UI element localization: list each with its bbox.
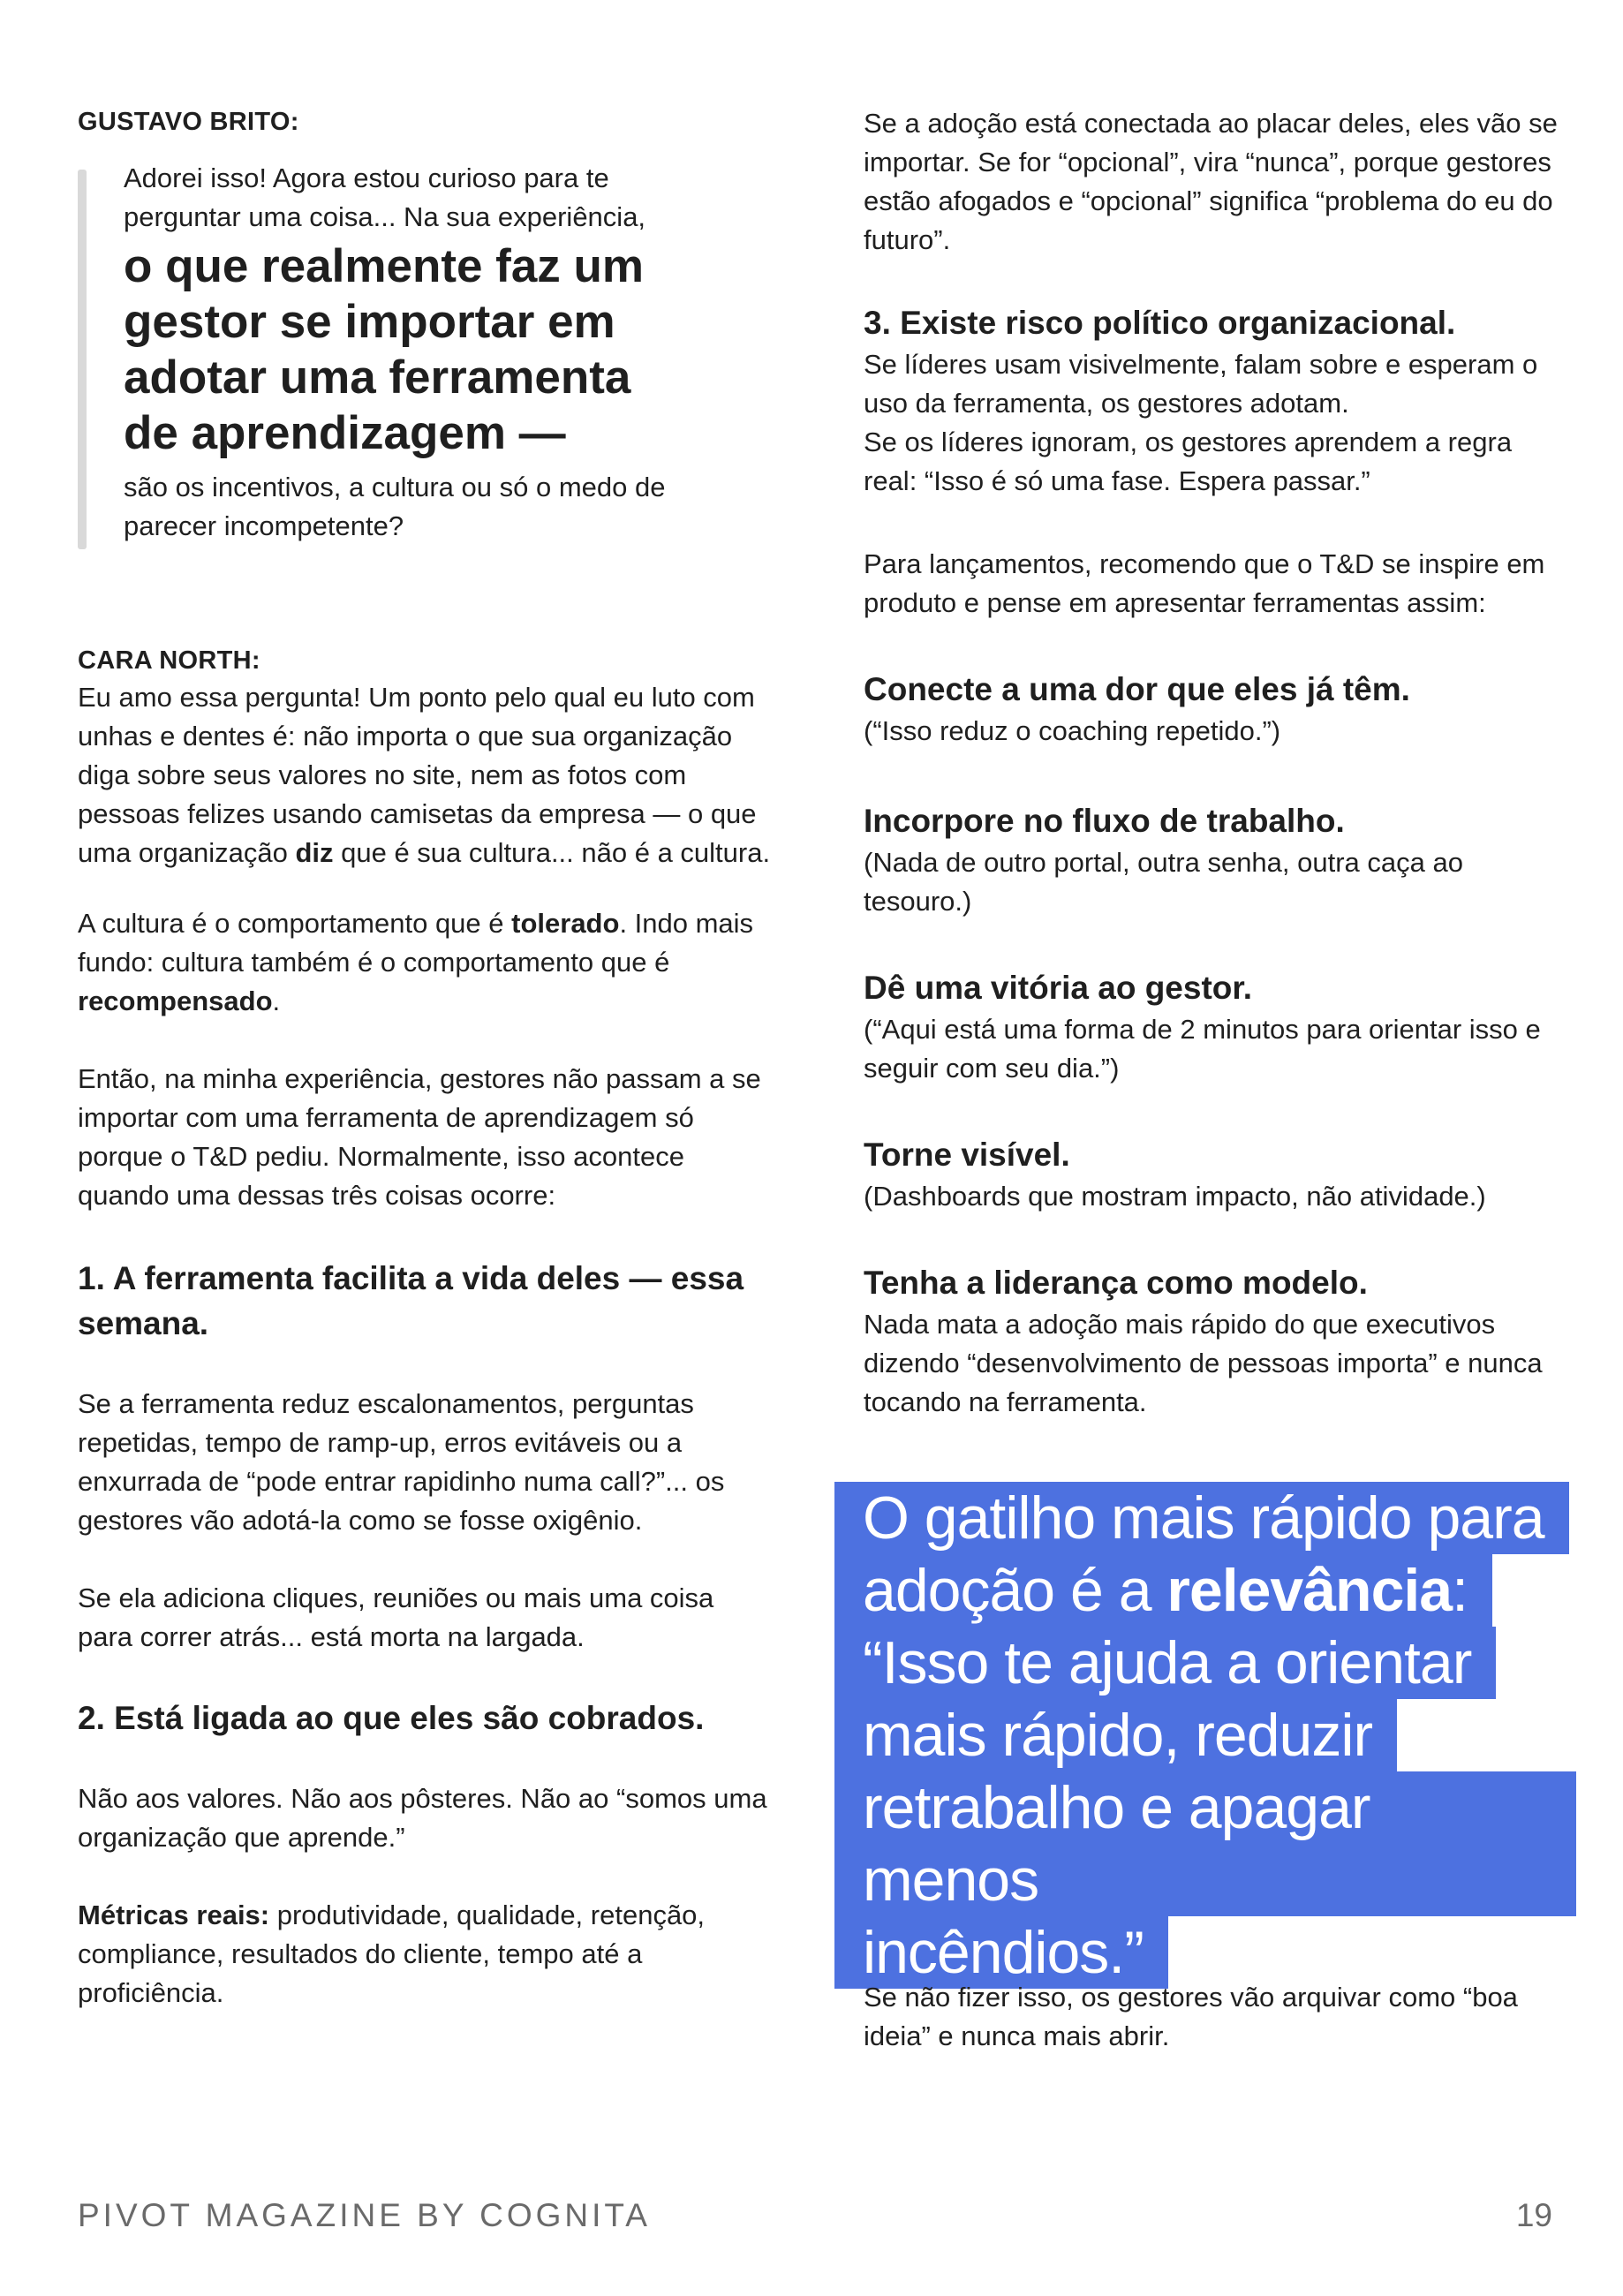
tip-description: (“Aqui está uma forma de 2 minutos para orientar isso e seguir com seu dia.”) [864,1014,1541,1084]
point-3-paragraph-2: Se os líderes ignoram, os gestores aprendem a regra real: “Isso é só uma fase. Espera passar.” [864,427,1513,496]
closing-paragraph: Se não fizer isso, os gestores vão arquivar como “boa ideia” e nunca mais abrir. [864,1982,1518,2051]
quote-bar [78,170,87,549]
question-intro: Adorei isso! Agora estou curioso para te perguntar uma coisa... Na sua experiência, [124,162,646,232]
page-number: 19 [1515,2197,1552,2233]
tip-title: Dê uma vitória ao gestor. [864,970,1253,1006]
publication-name: PIVOT MAGAZINE BY COGNITA [78,2197,651,2233]
tip-description: (Dashboards que mostram impacto, não atividade.) [864,1181,1486,1212]
interview-question-quote [78,159,775,546]
answer-paragraph-3: Então, na minha experiência, gestores não passam a se importar com uma ferramenta de aprendizagem só porque o T&D pediu. Normalmente, isso acontece quando uma dessas três coisas ocorre: [78,1063,761,1211]
question-end: são os incentivos, a cultura ou só o medo de parecer incompetente? [124,472,666,541]
heading-point-3: 3. Existe risco político organizacional. [864,305,1456,341]
answer-paragraph-2: A cultura é o comportamento que é tolerado. Indo mais fundo: cultura também é o comportamento que é recompensado. [78,908,754,1016]
question-highlight: o que realmente faz um gestor se importar em adotar uma ferramenta de aprendizagem — [124,240,645,459]
tip-title: Torne visível. [864,1137,1070,1173]
answer-paragraph-1: Eu amo essa pergunta! Um ponto pelo qual eu luto com unhas e dentes é: não importa o que sua organização diga sobre seus valores no site, nem as fotos com pessoas felizes usando camisetas da empresa — o que uma organização diz que é sua cultura... não é a cultura. [78,682,771,868]
tip-item [864,965,1561,1088]
tip-description: (“Isso reduz o coaching repetido.”) [864,715,1281,746]
tip-description: Nada mata a adoção mais rápido do que executivos dizendo “desenvolvimento de pessoas importa” e nunca tocando na ferramenta. [864,1309,1543,1417]
pull-quote-line: O gatilho mais rápido para [834,1482,1569,1554]
speaker-label-gustavo: GUSTAVO BRITO: [78,108,299,136]
heading-point-1: 1. A ferramenta facilita a vida deles — essa semana. [78,1260,744,1341]
tip-title: Incorpore no fluxo de trabalho. [864,803,1345,839]
pull-quote-highlight [834,1482,1576,1989]
speaker-label-cara: CARA NORTH: [78,646,260,675]
pull-quote-line: mais rápido, reduzir [834,1699,1397,1771]
tip-title: Tenha a liderança como modelo. [864,1265,1368,1301]
point-3-paragraph-1: Se líderes usam visivelmente, falam sobre e esperam o uso da ferramenta, os gestores adotam. [864,349,1538,419]
right-column [864,104,1561,1422]
left-column [78,104,775,2013]
pull-quote-line: adoção é a relevância: [834,1554,1492,1627]
heading-point-2: 2. Está ligada ao que eles são cobrados. [78,1700,705,1736]
launch-paragraph: Para lançamentos, recomendo que o T&D se inspire em produto e pense em apresentar ferramentas assim: [864,548,1545,618]
point-2-paragraph-1: Não aos valores. Não aos pôsteres. Não ao “somos uma organização que aprende.” [78,1783,767,1853]
right-paragraph-1: Se a adoção está conectada ao placar deles, eles vão se importar. Se for “opcional”, vira “nunca”, porque gestores estão afogados e “opcional” significa “problema do eu do futuro”. [864,108,1558,255]
tip-item [864,798,1561,921]
tip-item [864,1132,1561,1216]
pull-quote-line: incêndios.” [834,1916,1168,1989]
tip-item [864,1260,1561,1422]
tip-item [864,667,1561,751]
tip-description: (Nada de outro portal, outra senha, outra caça ao tesouro.) [864,847,1463,917]
pull-quote-line: “Isso te ajuda a orientar [834,1627,1496,1699]
point-2-metrics: Métricas reais: produtividade, qualidade, retenção, compliance, resultados do cliente, tempo até a proficiência. [78,1899,706,2008]
point-1-paragraph-2: Se ela adiciona cliques, reuniões ou mais uma coisa para correr atrás... está morta na largada. [78,1582,714,1652]
point-1-paragraph-1: Se a ferramenta reduz escalonamentos, perguntas repetidas, tempo de ramp-up, erros evitáveis ou a enxurrada de “pode entrar rapidinho numa call?”... os gestores vão adotá-la como se fosse oxigênio. [78,1388,725,1536]
pull-quote-line: retrabalho e apagar menos [834,1771,1576,1916]
tip-title: Conecte a uma dor que eles já têm. [864,671,1410,707]
